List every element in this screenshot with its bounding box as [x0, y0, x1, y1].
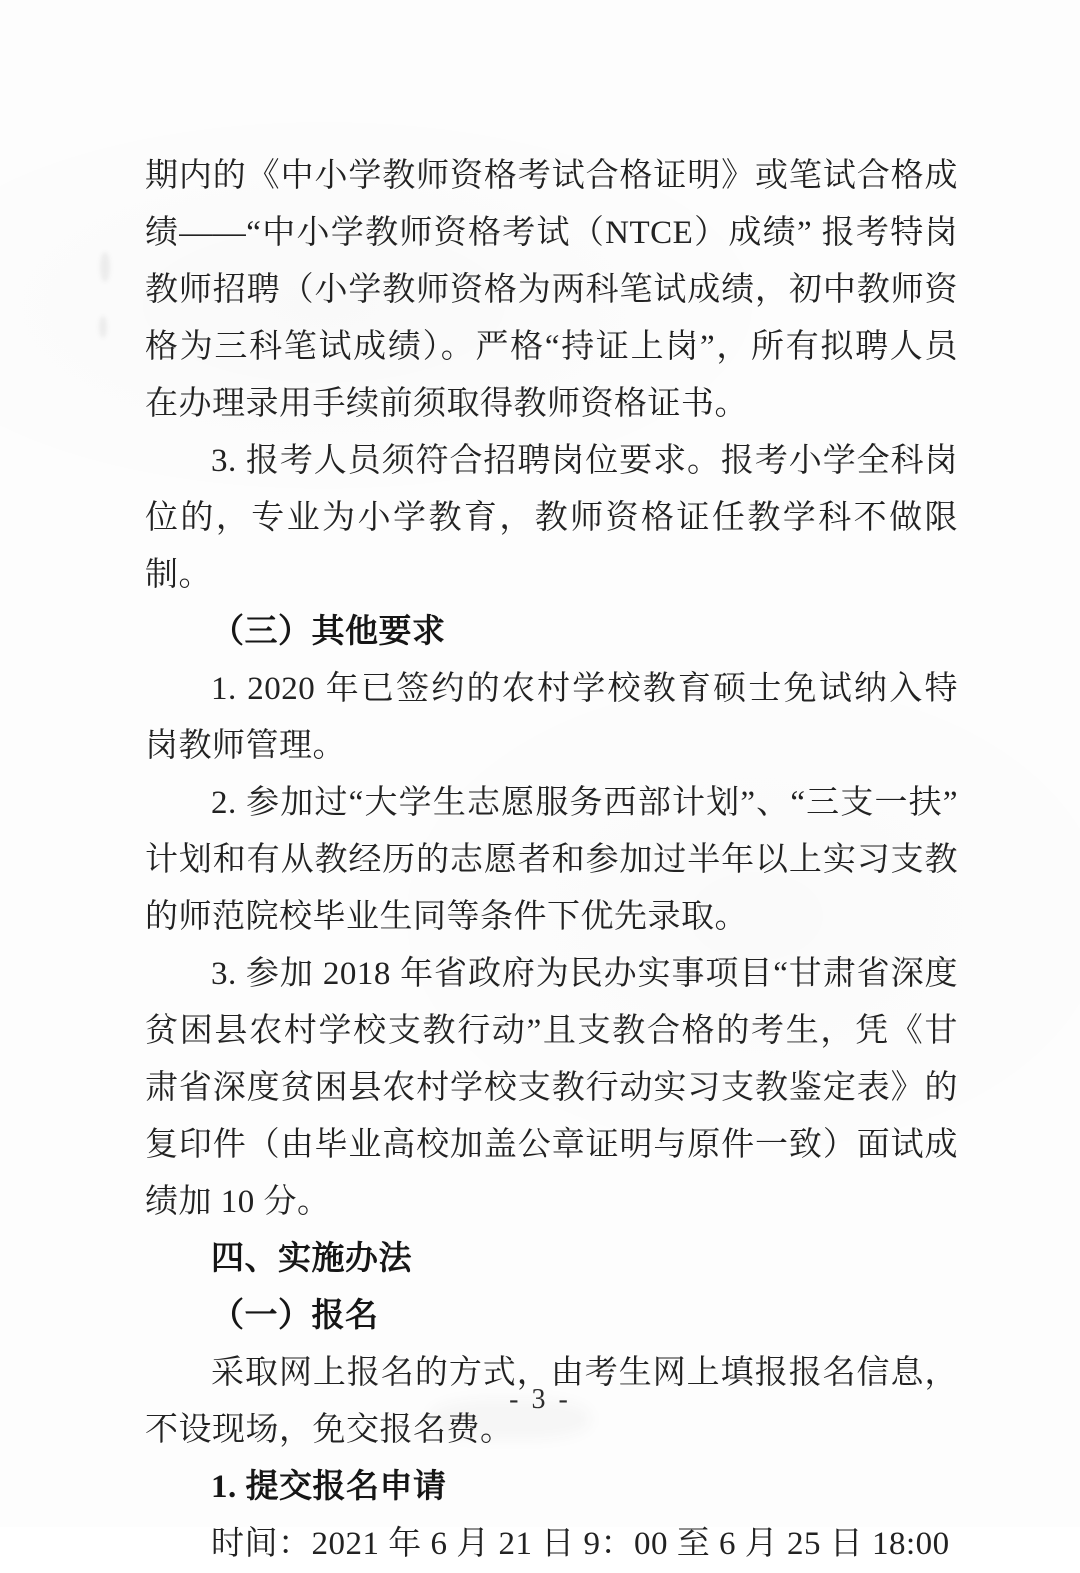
scan-artifact	[100, 252, 110, 282]
paragraph: 时间：2021 年 6 月 21 日 9：00 至 6 月 25 日 18:00	[211, 1526, 950, 1562]
paragraph: 1. 2020 年已签约的农村学校教育硕士免试纳入特岗教师管理。	[145, 671, 958, 764]
section-heading: 四、实施办法	[211, 1241, 412, 1277]
paragraph: 期内的《中小学教师资格考试合格证明》或笔试合格成绩——“中小学教师资格考试（NTCE）成绩” 报考特岗教师招聘（小学教师资格为两科笔试成绩，初中教师资格为三科笔试成绩）。严格“持证上岗”，所有拟聘人员在办理录用手续前须取得教师资格证书。	[145, 158, 958, 422]
section-heading: （一）报名	[211, 1298, 379, 1334]
scan-artifact	[99, 316, 107, 338]
section-heading: （三）其他要求	[211, 614, 446, 650]
page-number: - 3 -	[509, 1384, 571, 1415]
section-heading: 1. 提交报名申请	[211, 1469, 447, 1505]
paragraph: 2. 参加过“大学生志愿服务西部计划”、“三支一扶”计划和有从教经历的志愿者和参加过半年以上实习支教的师范院校毕业生同等条件下优先录取。	[145, 785, 958, 935]
paragraph: 采取网上报名的方式，由考生网上填报报名信息，不设现场，免交报名费。	[145, 1355, 958, 1448]
paragraph: 3. 报考人员须符合招聘岗位要求。报考小学全科岗位的，专业为小学教育，教师资格证任教学科不做限制。	[145, 443, 958, 593]
paragraph: 3. 参加 2018 年省政府为民办实事项目“甘肃省深度贫困县农村学校支教行动”且支教合格的考生，凭《甘肃省深度贫困县农村学校支教行动实习支教鉴定表》的复印件（由毕业高校加盖公章证明与原件一致）面试成绩加 10 分。	[145, 956, 958, 1220]
document-body	[145, 148, 958, 1573]
